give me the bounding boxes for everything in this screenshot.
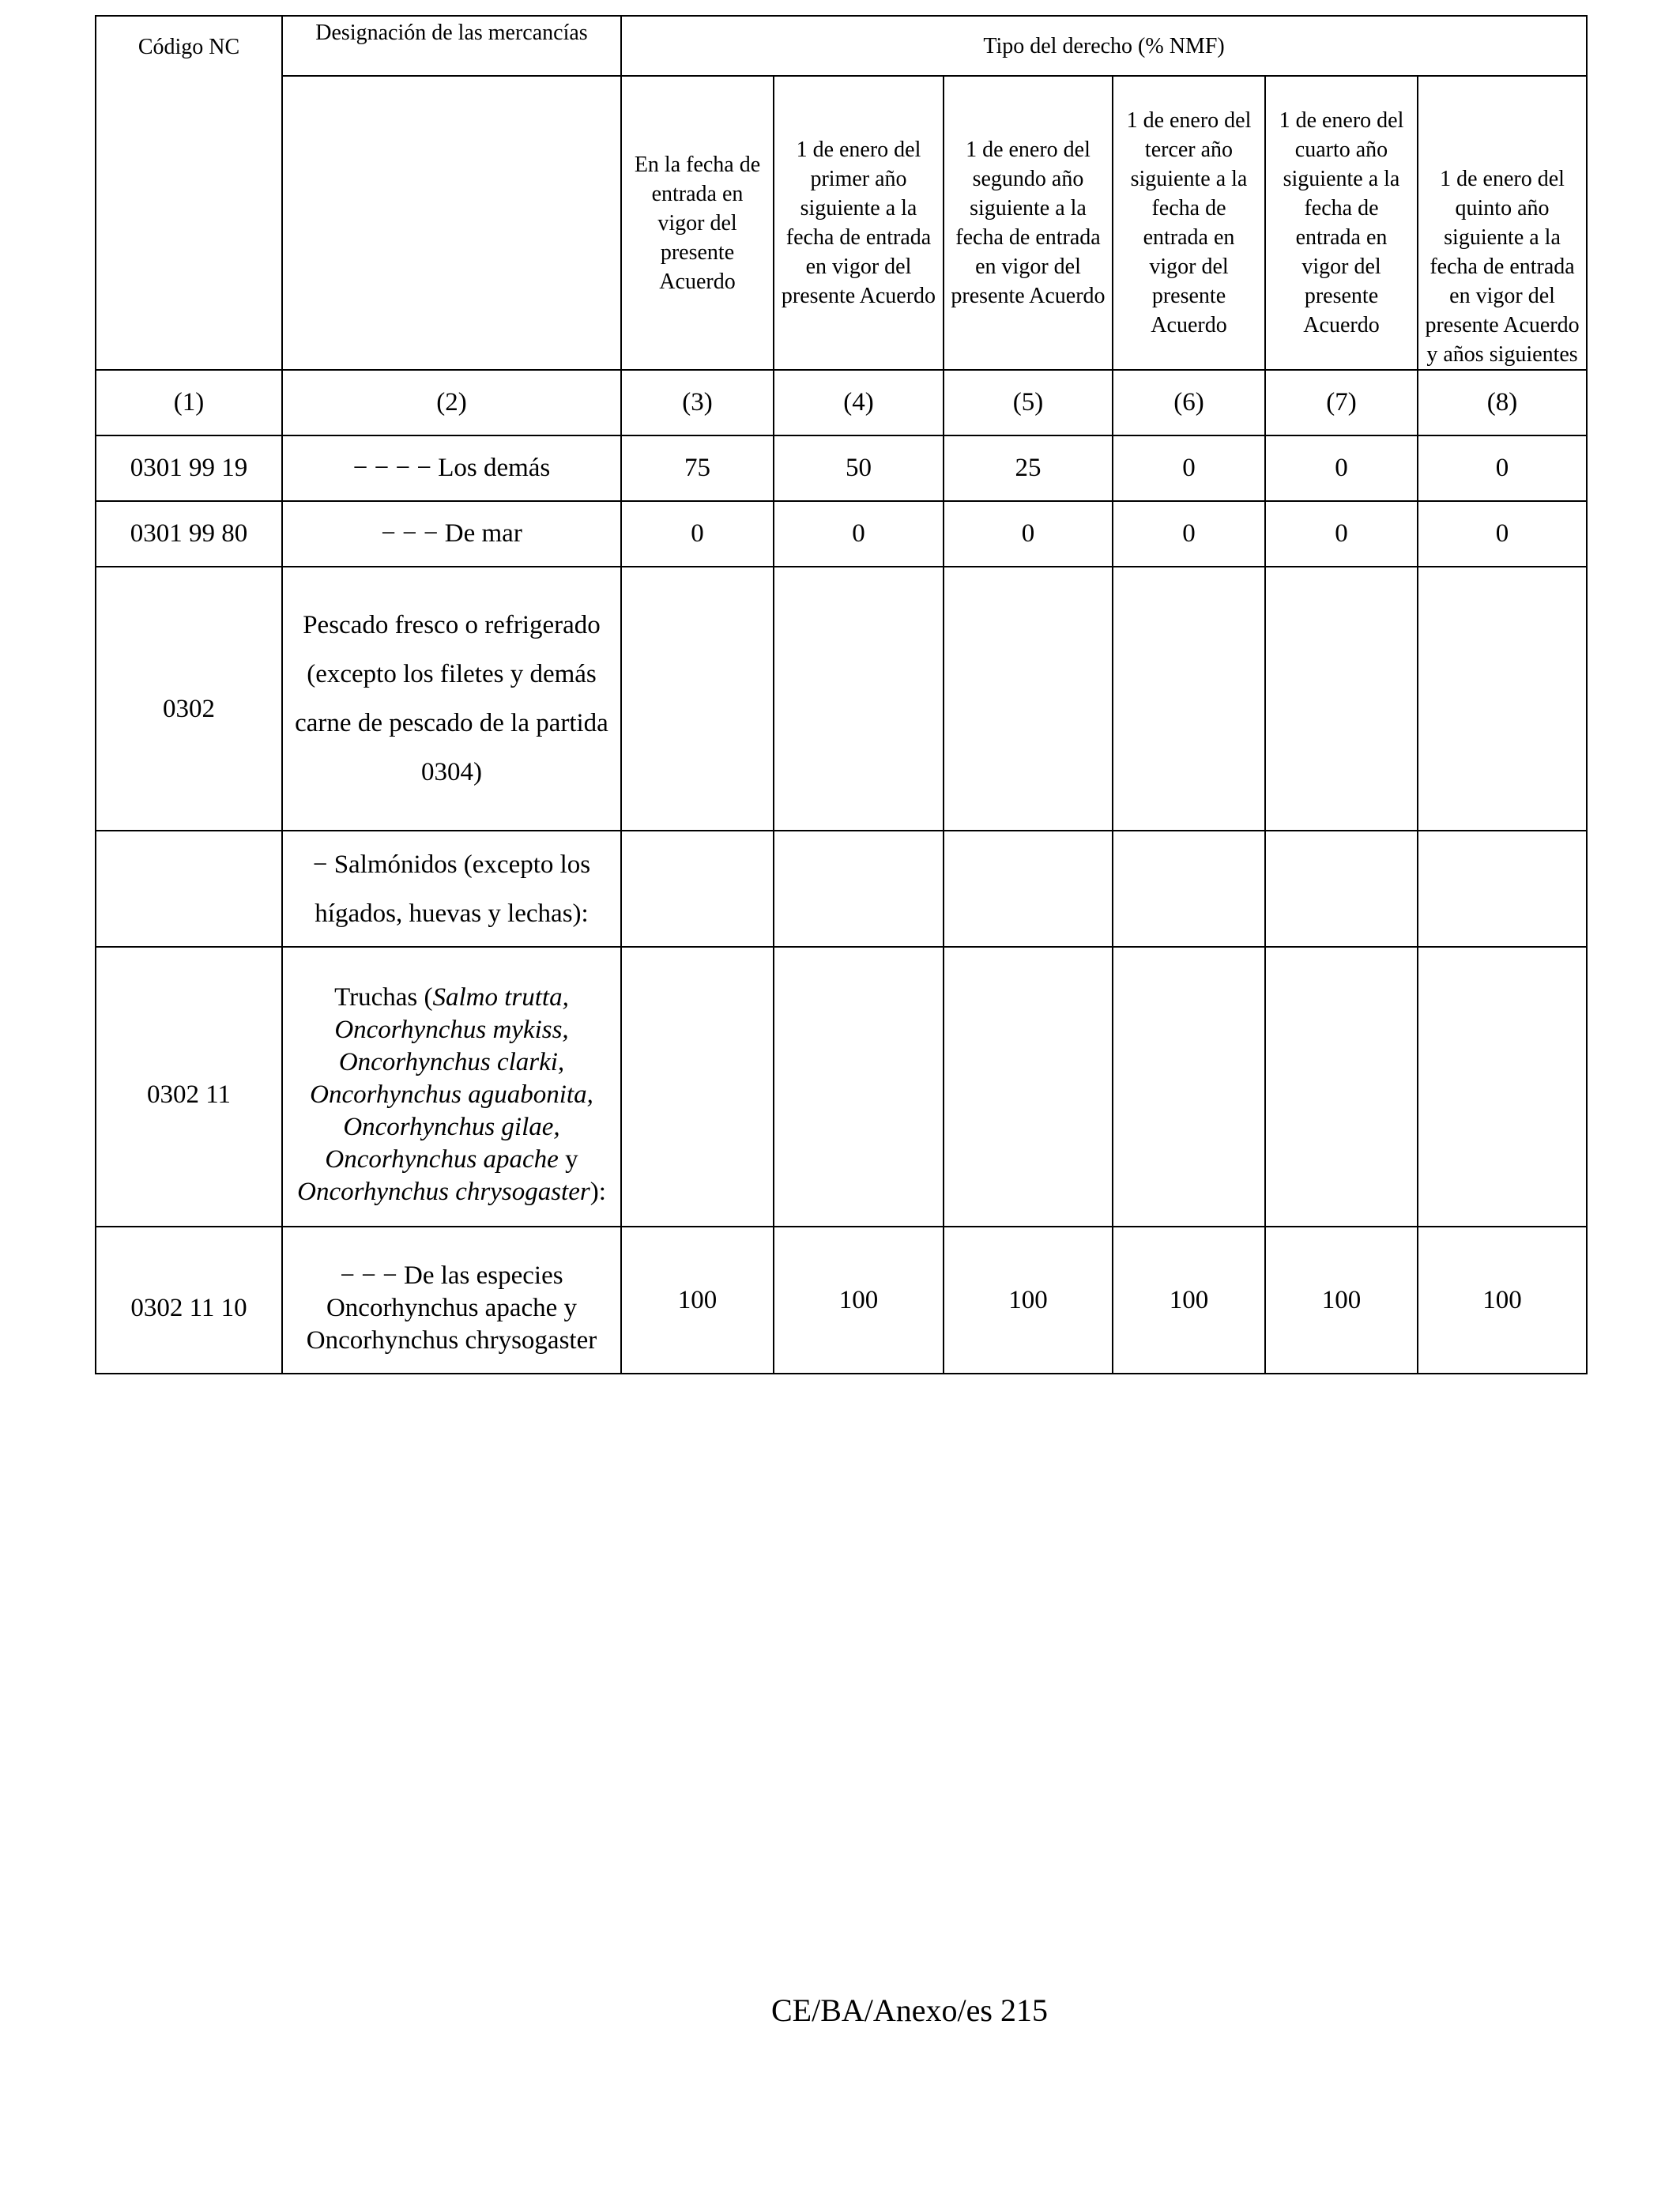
cn-code: 0301 99 80	[96, 501, 282, 567]
duty-rate: 0	[1418, 435, 1587, 501]
duty-rate: 0	[1418, 501, 1587, 567]
desc-text: Truchas (	[334, 982, 433, 1012]
duty-rate: 100	[1265, 1227, 1418, 1374]
header-duty-type: Tipo del derecho (% NMF)	[621, 16, 1587, 76]
column-number: (2)	[282, 370, 621, 435]
goods-description	[282, 947, 621, 1227]
column-number-row	[96, 370, 1587, 435]
duty-rate: 0	[774, 501, 944, 567]
goods-description: − − − De mar	[282, 501, 621, 567]
duty-rate	[1113, 831, 1265, 947]
document-reference: CE/BA/Anexo/es 215	[771, 1992, 1048, 2028]
cn-code: 0301 99 19	[96, 435, 282, 501]
column-number: (1)	[96, 370, 282, 435]
header-code: Código NC	[96, 16, 282, 370]
duty-rate	[1265, 831, 1418, 947]
duty-rate	[621, 947, 774, 1227]
duty-rate	[1113, 947, 1265, 1227]
table-row	[96, 1227, 1587, 1374]
duty-rate	[1418, 947, 1587, 1227]
duty-rate	[1265, 947, 1418, 1227]
header-stage-1: En la fecha de entrada en vigor del presente Acuerdo	[621, 76, 774, 370]
header-stage-6: 1 de enero del quinto año siguiente a la fecha de entrada en vigor del presente Acuerdo y años siguientes	[1418, 76, 1587, 370]
duty-rate	[1418, 831, 1587, 947]
cn-code: 0302 11 10	[96, 1227, 282, 1374]
duty-rate	[1113, 567, 1265, 831]
goods-description: − − − − Los demás	[282, 435, 621, 501]
cn-code	[96, 831, 282, 947]
desc-text: y	[558, 1144, 578, 1174]
table-row	[96, 501, 1587, 567]
header-stage-4: 1 de enero del tercer año siguiente a la fecha de entrada en vigor del presente Acuerdo	[1113, 76, 1265, 370]
duty-rate: 0	[1265, 435, 1418, 501]
duty-rate: 100	[774, 1227, 944, 1374]
column-number: (6)	[1113, 370, 1265, 435]
duty-rate: 0	[1113, 435, 1265, 501]
goods-description: − − − De las especies Oncorhynchus apache y Oncorhynchus chrysogaster	[282, 1227, 621, 1374]
duty-rate: 100	[1418, 1227, 1587, 1374]
duty-rate	[774, 567, 944, 831]
table-row	[96, 831, 1587, 947]
duty-rate: 0	[944, 501, 1113, 567]
duty-rate: 50	[774, 435, 944, 501]
header-stage-5: 1 de enero del cuarto año siguiente a la fecha de entrada en vigor del presente Acuerdo	[1265, 76, 1418, 370]
desc-text: ):	[590, 1177, 606, 1206]
duty-rate	[1418, 567, 1587, 831]
species-names: Oncorhynchus chrysogaster	[297, 1177, 590, 1206]
table-row	[96, 435, 1587, 501]
header-designation: Designación de las mercancías	[282, 16, 621, 76]
header-stage-2: 1 de enero del primer año siguiente a la fecha de entrada en vigor del presente Acuerdo	[774, 76, 944, 370]
duty-rate	[944, 947, 1113, 1227]
goods-description: − Salmónidos (excepto los hígados, huevas y lechas):	[282, 831, 621, 947]
column-number: (4)	[774, 370, 944, 435]
duty-rate: 100	[1113, 1227, 1265, 1374]
cn-code: 0302	[96, 567, 282, 831]
duty-rate	[774, 947, 944, 1227]
duty-rate	[774, 831, 944, 947]
cn-code: 0302 11	[96, 947, 282, 1227]
goods-description: Pescado fresco o refrigerado (excepto los filetes y demás carne de pescado de la partida 0304)	[282, 567, 621, 831]
duty-rate: 0	[621, 501, 774, 567]
column-number: (8)	[1418, 370, 1587, 435]
page-footer	[0, 1992, 1680, 2029]
duty-rate	[621, 831, 774, 947]
duty-rate	[944, 567, 1113, 831]
duty-rate: 100	[621, 1227, 774, 1374]
species-names: Salmo trutta, Oncorhynchus mykiss, Oncorhynchus clarki, Oncorhynchus aguabonita, Oncorhynchus gilae, Oncorhynchus apache	[310, 982, 593, 1174]
duty-rate: 0	[1113, 501, 1265, 567]
duty-rate	[944, 831, 1113, 947]
column-number: (5)	[944, 370, 1113, 435]
header-designation-blank	[282, 76, 621, 370]
duty-rate	[1265, 567, 1418, 831]
column-number: (7)	[1265, 370, 1418, 435]
header-stage-3: 1 de enero del segundo año siguiente a la fecha de entrada en vigor del presente Acuerdo	[944, 76, 1113, 370]
table-row	[96, 567, 1587, 831]
duty-rate: 25	[944, 435, 1113, 501]
duty-rate	[621, 567, 774, 831]
duty-rate: 0	[1265, 501, 1418, 567]
duty-rate: 75	[621, 435, 774, 501]
table-row	[96, 947, 1587, 1227]
tariff-table	[95, 15, 1588, 1374]
duty-rate: 100	[944, 1227, 1113, 1374]
column-number: (3)	[621, 370, 774, 435]
